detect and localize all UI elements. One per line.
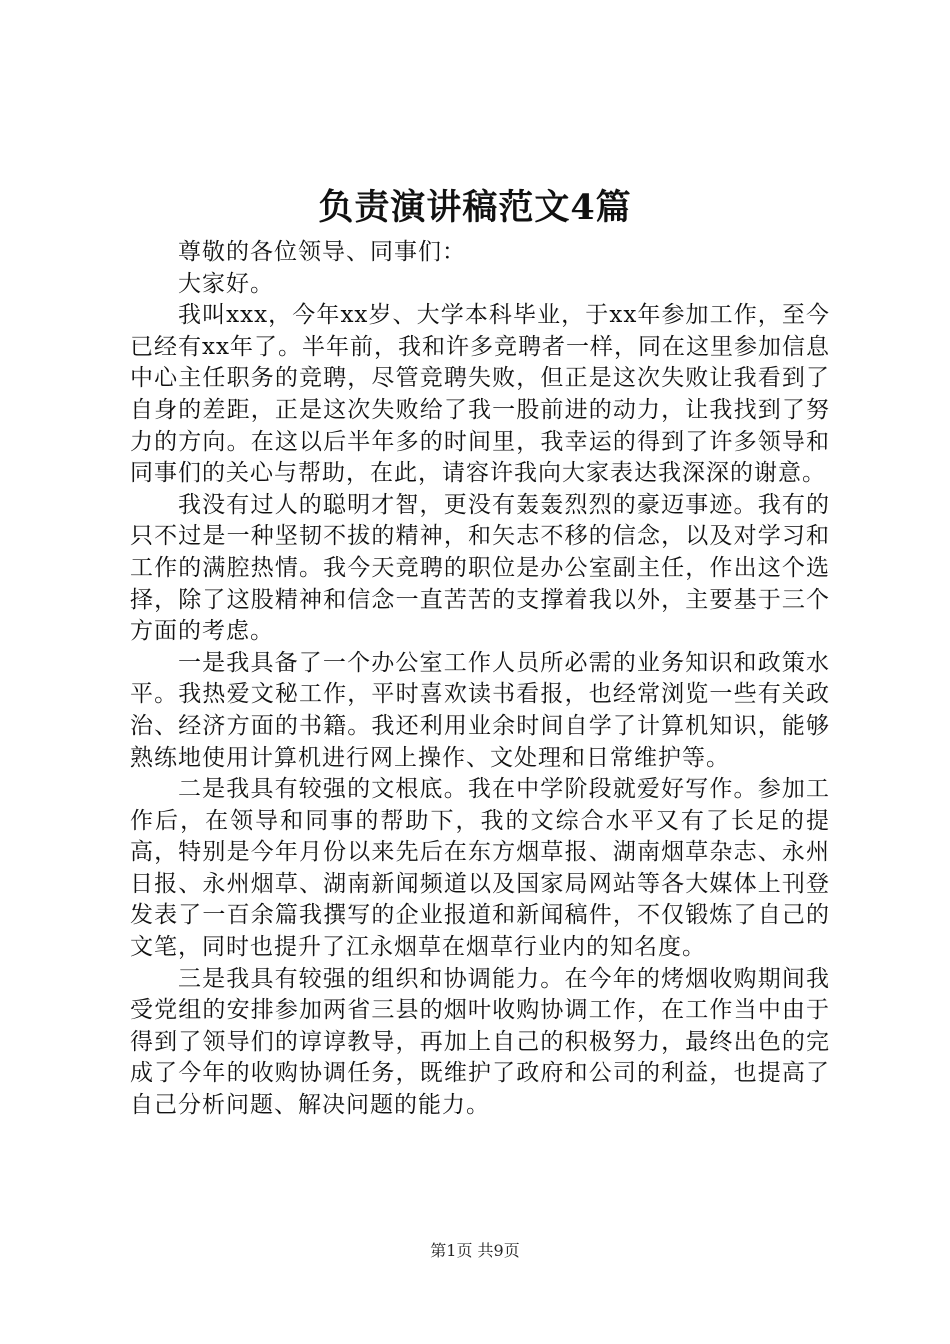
paragraph-point-three: 三是我具有较强的组织和协调能力。在今年的烤烟收购期间我受党组的安排参加两省三县的烟叶收购协调工作，在工作当中由于得到了领导们的谆谆教导，再加上自己的积极努力，最终出色的完成了今年的收购协调任务，既维护了政府和公司的利益，也提高了自己分析问题、解决问题的能力。 (130, 965, 830, 1119)
paragraph-motivation: 我没有过人的聪明才智，更没有轰轰烈烈的豪迈事迹。我有的只不过是一种坚韧不拔的精神，和矢志不移的信念，以及对学习和工作的满腔热情。我今天竞聘的职位是办公室副主任，作出这个选择，除了这股精神和信念一直苦苦的支撑着我以外，主要基于三个方面的考虑。 (130, 491, 830, 645)
paragraph-point-two: 二是我具有较强的文根底。我在中学阶段就爱好写作。参加工作后，在领导和同事的帮助下，我的文综合水平又有了长足的提高，特别是今年月份以来先后在东方烟草报、湖南烟草杂志、永州日报、永州烟草、湖南新闻频道以及国家局网站等各大媒体上刊登发表了一百余篇我撰写的企业报道和新闻稿件，不仅锻炼了自己的文笔，同时也提升了江永烟草在烟草行业内的知名度。 (130, 776, 830, 961)
paragraph-point-one: 一是我具备了一个办公室工作人员所必需的业务知识和政策水平。我热爱文秘工作，平时喜欢读书看报，也经常浏览一些有关政治、经济方面的书籍。我还利用业余时间自学了计算机知识，能够熟练地使用计算机进行网上操作、文处理和日常维护等。 (130, 649, 830, 771)
greeting: 大家好。 (178, 270, 274, 297)
page-number-footer: 第1页 共9页 (430, 1241, 520, 1260)
document-body (130, 237, 830, 1122)
document-title: 负责演讲稿范文4篇 (318, 187, 632, 228)
salutation: 尊敬的各位领导、同事们： (178, 239, 466, 265)
paragraph-introduction: 我叫xxx，今年xx岁、大学本科毕业，于xx年参加工作，至今已经有xx年了。半年前，我和许多竞聘者一样，同在这里参加信息中心主任职务的竞聘，尽管竞聘失败，但正是这次失败让我看到了自身的差距，正是这次失败给了我一股前进的动力，让我找到了努力的方向。在这以后半年多的时间里，我幸运的得到了许多领导和同事们的关心与帮助，在此，请容许我向大家表达我深深的谢意。 (130, 302, 830, 487)
